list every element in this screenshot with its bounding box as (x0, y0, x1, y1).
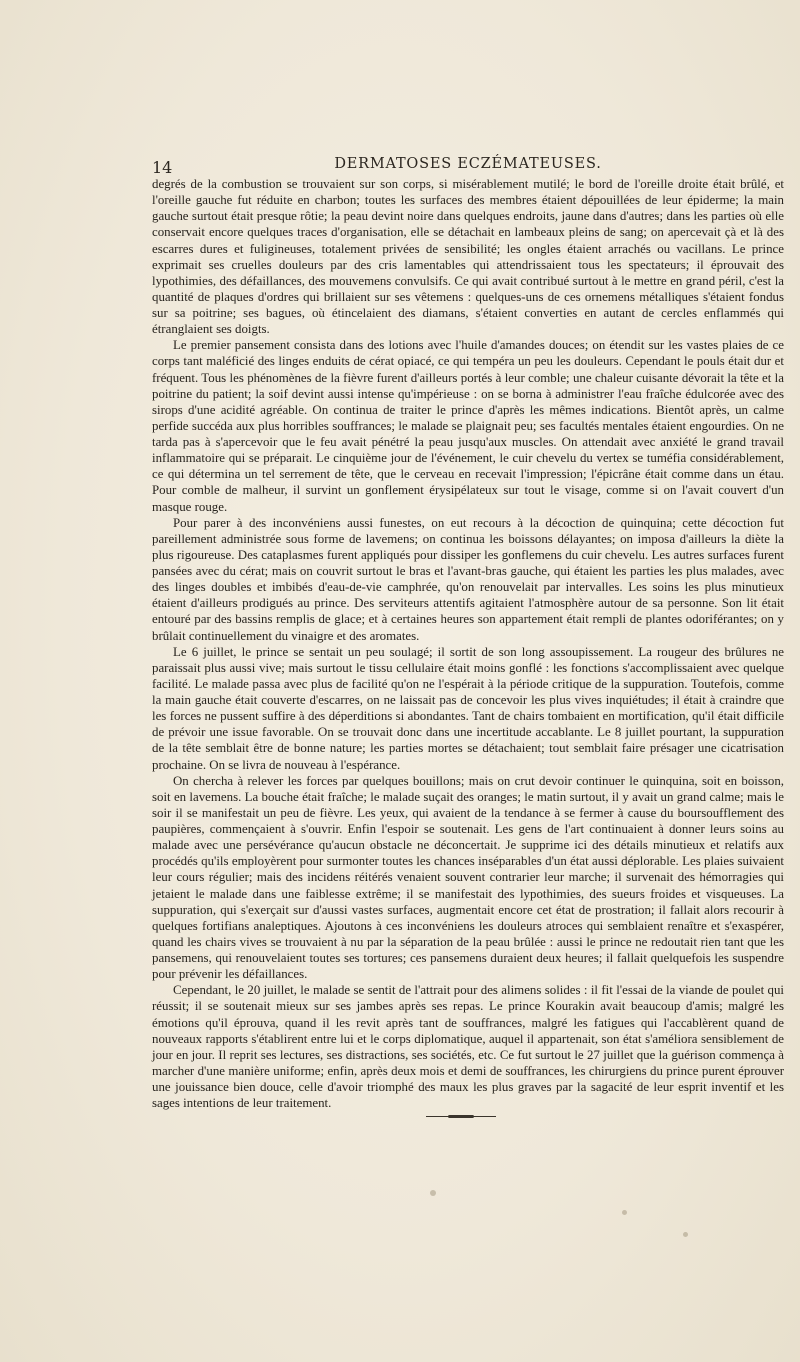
paragraph: Le premier pansement consista dans des lotions avec l'huile d'amandes douces; on étendit sur les vastes plaies de ce corps tant maléficié des linges enduits de cérat opiacé, ce qui tempéra un peu les douleurs. Cependant le pouls était dur et fréquent. Tous les phénomènes de la fièvre furent d'ailleurs portés à leur comble; une chaleur cuisante dévorait la tête et la poitrine du patient; la soif devint aussi intense qu'impérieuse : on se borna à administrer l'eau fraîche édulcorée avec des sirops d'une acidité agréable. On continua de traiter le prince d'après les mêmes indications. Bientôt après, un calme perfide succéda aux plus horribles souffrances; le malade se plaignait peu; ses facultés mentales étaient engourdies. On ne tarda pas à s'apercevoir que le feu avait pénétré la peau jusqu'aux muscles. On attendait avec anxiété le grand travail inflammatoire qui se préparait. Le cinquième jour de l'événement, le cuir chevelu du vertex se tuméfia considérablement, ce qui détermina un tel serrement de tête, que le cerveau en recevait l'impression; l'épicrâne était comme dans un étau. Pour comble de malheur, il survint un gonflement érysipélateux sur tout le visage, comme si on l'avait couvert d'un masque rouge. (152, 338, 784, 514)
paper-speck (430, 1190, 436, 1196)
running-title: DERMATOSES ECZÉMATEUSES. (334, 156, 602, 172)
paragraph: Le 6 juillet, le prince se sentait un peu soulagé; il sortit de son long assoupissement. La rougeur des brûlures ne paraissait plus aussi vive; mais surtout le tissu cellulaire était moins gonflé : les fonctions s'accomplissaient avec quelque facilité. Le malade passa avec plus de facilité qu'on ne l'espérait à la période critique de la suppuration. Toutefois, comme la main gauche était couverte d'escarres, on ne laissait pas de concevoir les plus vives inquiétudes; il était à craindre que les forces ne pussent suffire à des déperditions si abondantes. Tant de chairs tombaient en mortification, qu'il était difficile de prévoir une issue favorable. On se trouvait donc dans une incertitude accablante. Le 8 juillet pourtant, la suppuration de la tête semblait être de bonne nature; les parties mortes se détachaient; tout semblait faire présager une cicatrisation prochaine. On se livra de nouveau à l'espérance. (152, 644, 784, 772)
body-text (152, 176, 784, 1111)
paragraph: Cependant, le 20 juillet, le malade se sentit de l'attrait pour des alimens solides : il fit l'essai de la viande de poulet qui réussit; il se soutenait mieux sur ses jambes après ses repas. Le prince Kourakin avait beaucoup d'amis; malgré les émotions qu'il éprouva, quand il les revit après tant de souffrances, malgré les fatigues qui l'accablèrent quand de nouveaux rapports s'établirent entre lui et le corps diplomatique, auquel il appartenait, son état s'améliora sensiblement de jour en jour. Il reprit ses lectures, ses distractions, ses sociétés, etc. Ce fut surtout le 27 juillet que la guérison commença à marcher d'une manière uniforme; enfin, après deux mois et demi de souffrances, les chirurgiens du prince purent éprouver une jouissance bien douce, celle d'avoir triomphé des maux les plus graves par la sagacité de leur esprit inventif et les sages intentions de leur traitement. (152, 983, 784, 1111)
paragraph: Pour parer à des inconvéniens aussi funestes, on eut recours à la décoction de quinquina; cette décoction fut pareillement administrée sous forme de lavemens; on continua les boissons délayantes; on imposa d'ailleurs la diète la plus rigoureuse. Des cataplasmes furent appliqués pour dissiper les gonflemens du cuir chevelu. Les autres surfaces furent pansées avec du cérat; mais on couvrit surtout le bras et l'avant-bras gauche, qui étaient les parties les plus malades, avec des linges doubles et imbibés d'eau-de-vie camphrée, qu'on renouvelait par intervalles. Les soins les plus minutieux étaient d'ailleurs prodigués au prince. Des serviteurs attentifs agitaient l'atmosphère autour de sa personne. Son lit était entouré par des bassins remplis de glace; et à certaines heures son appartement était rempli de plantes odoriférantes; on y brûlait continuellement du vinaigre et des aromates. (152, 515, 784, 643)
paragraph: degrés de la combustion se trouvaient sur son corps, si misérablement mutilé; le bord de l'oreille droite était brûlé, et l'oreille gauche fut réduite en charbon; toutes les surfaces des membres étaient dépouillées de leur épiderme; la main gauche surtout était presque rôtie; la peau devint noire dans quelques endroits, jaune dans d'autres; dans les parties où elle conservait encore quelques traces d'organisation, elle se détachait en lambeaux pleins de sang; on apercevait çà et là des escarres dures et fuligineuses, totalement privées de sensibilité; les ongles étaient arrachés ou vacillans. Le prince exprimait ses cruelles douleurs par des cris lamentables qui attendrissaient tous les spectateurs; il éprouvait des lypothimies, des défaillances, des mouvemens convulsifs. Ce qui avait contribué surtout à le mettre en grand péril, c'est la quantité de plaques d'ordres qui brillaient sur ses vêtemens : quelques-uns de ces ornemens métalliques s'étaient fondus sur sa poitrine; ses bagues, où étincelaient des diamans, s'étaient converties en autant de cercles enflammés qui étranglaient ses doigts. (152, 177, 784, 337)
paper-speck (622, 1210, 627, 1215)
paragraph: On chercha à relever les forces par quelques bouillons; mais on crut devoir continuer le quinquina, soit en boisson, soit en lavemens. La bouche était fraîche; le malade suçait des oranges; le matin surtout, il y avait un grand calme; mais le soir il se manifestait un peu de fièvre. Les yeux, qui avaient de la tendance à se fermer à cause du boursoufflement des paupières, commençaient à s'ouvrir. Enfin l'espoir se soutenait. Les gens de l'art continuaient à donner leurs soins au malade avec une persévérance qu'aucun obstacle ne déconcertait. Je supprime ici des détails minutieux et relatifs aux procédés qu'ils employèrent pour surmonter toutes les chances inséparables d'un état aussi déplorable. Les plaies suivaient leur cours régulier; mais des incidens réitérés venaient souvent contrarier leur marche; il survenait des hémorragies qui jetaient le malade dans une faiblesse extrême; il se manifestait des lypothimies, des sueurs froides et visqueuses. La suppuration, qui s'exerçait sur d'aussi vastes surfaces, augmentait encore cet état de prostration; il fallait alors recourir à quelques fortifians analeptiques. Ajoutons à ces inconvéniens les douleurs atroces qui semblaient renaître et s'exaspérer, quand les chairs vives se trouvaient à nu par la séparation de la peau brûlée : aussi le prince ne redoutait rien tant que les pansemens, qui renouvelaient toutes ses tortures; ces pansemens duraient deux heures; il fallait quelquefois les suspendre pour prévenir les défaillances. (152, 773, 784, 982)
paper-speck (683, 1232, 688, 1237)
section-end-rule (426, 1116, 496, 1117)
page-header (152, 156, 784, 178)
page-number: 14 (152, 158, 173, 177)
